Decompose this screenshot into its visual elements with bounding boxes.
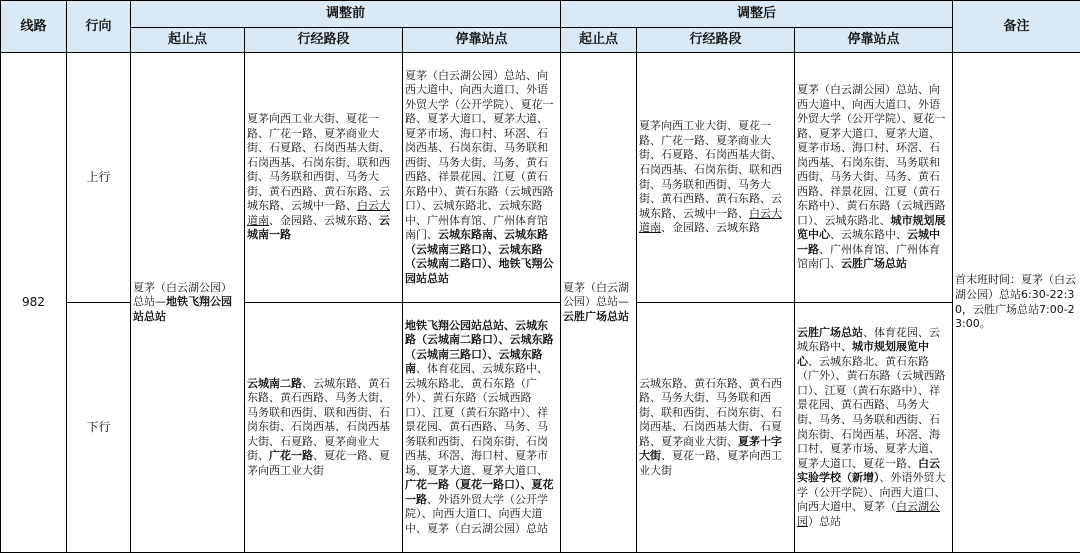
bold-segment: 地铁飞翔公园站总站、云城东路（云城南二路口）、云城东路（云城南三路口）、云城东路南	[405, 318, 554, 376]
text-segment: 白云大道南	[639, 206, 782, 235]
header-after: 调整后	[561, 1, 953, 28]
header-after-stops: 停靠站点	[795, 28, 953, 53]
down-before-stops	[403, 303, 561, 553]
bold-segment: 城市规划展览中心	[797, 340, 929, 368]
header-before: 调整前	[131, 1, 561, 28]
route-number: 982	[1, 53, 67, 553]
text-segment: 、夏花一路、夏茅向西工业大街	[639, 449, 782, 477]
text-segment: 、体育花园、云城东路中、云城东路北、黄石东路（广外）、黄石东路（云城西路口）、江夏（黄石东路中）、祥景花园、黄石西路、马务、马务联和西街、石岗东街、石岗西基、环滘、海口村、夏茅市场、夏茅大道、夏茅大道口、	[405, 362, 548, 477]
down-before-path	[245, 303, 403, 553]
bold-segment: 云胜广场总站	[797, 325, 863, 339]
after-start-end	[561, 53, 637, 553]
up-before-stops	[403, 53, 561, 303]
text-segment: 、广州体育馆、广州体育馆南门、	[797, 242, 940, 271]
text-segment: 夏茅（白云湖公园）总站、向西大道中、向西大道口、外语外贸大学（公开学院）、夏花一路、夏茅大道口、夏茅大道、夏茅市场、海口村、环滘、石岗西基、石岗东街、马务联和西街、马务大街、马务、黄石西路、祥景花园、江夏（黄石东路中）、黄石东路（云城西路口）、云城东路北、	[797, 83, 946, 227]
text-segment: 云城东路、黄石东路、黄石西路、马务大街、马务联和西街、联和西街、石岗东街、石岗西基、石岗西基大街、石夏路、夏茅商业大街、	[639, 376, 782, 448]
text-segment: 夏茅向西工业大街、夏花一路、广花一路、夏茅商业大街、石夏路、石岗西基大街、石岗西基、石岗东街、联和西街、马务联和西街、马务大街、黄石西路、黄石东路、云城东路、云城中一路、	[247, 112, 390, 213]
header-before-path: 行经路段	[245, 28, 403, 53]
text-segment: 夏茅（白云湖公园）总站—	[563, 280, 629, 309]
up-after-stops	[795, 53, 953, 303]
bold-segment: 云城南二路	[247, 376, 302, 390]
down-after-path	[637, 303, 795, 553]
text-segment: 、云城东路中、	[830, 228, 907, 242]
bold-segment: 城市规划展览中心	[797, 213, 946, 242]
text-segment: 夏茅向西工业大街、夏花一路、广花一路、夏茅商业大街、石夏路、石岗西基大街、石岗西基、石岗东街、联和西街、马务联和西街、马务大街、黄石西路、黄石东路、云城东路、云城中一路、	[639, 119, 782, 220]
text-segment: 白云湖公园	[797, 500, 940, 528]
text-segment: 、金园路、云城东路、	[269, 213, 379, 227]
header-route: 线路	[1, 1, 67, 53]
header-after-start-end: 起止点	[561, 28, 637, 53]
text-segment: 夏茅（白云湖公园）总站、向西大道中、向西大道口、外语外贸大学（公开学院）、夏花一路、夏茅大道口、夏茅大道、夏茅市场、海口村、环滘、石岗西基、石岗东街、马务联和西街、马务大街、马务、黄石西路、祥景花园、江夏（黄石东路中）、黄石东路（云城西路口）、云城东路北、云城东路中、广州体育馆、广州体育馆南门、	[405, 68, 554, 242]
bold-segment: 广花一路（夏花一路口）、夏花一路	[405, 478, 554, 506]
bold-segment: 夏茅十字大街	[639, 434, 782, 463]
direction-up: 上行	[67, 53, 131, 303]
direction-down: 下行	[67, 303, 131, 553]
text-segment: 白云大道南	[247, 199, 390, 227]
text-segment: 、外语外贸大学（公开学院）、向西大道口、向西大道中、夏茅（	[797, 471, 946, 514]
bold-segment: 云胜广场总站	[563, 309, 629, 323]
text-segment: 夏茅（白云湖公园）总站—	[133, 280, 232, 309]
remarks: 首末班时间：夏茅（白云湖公园）总站6:30-22:30，云胜广场总站7:00-23:00。	[953, 53, 1080, 553]
text-segment: 、夏花一路、夏茅向西工业大街	[247, 449, 390, 477]
bold-segment: 云城南一路	[247, 213, 390, 242]
header-before-start-end: 起止点	[131, 28, 245, 53]
bold-segment: 云胜广场总站	[841, 257, 907, 271]
text-segment: 、云城东路、黄石东路、黄石西路、马务大街、马务联和西街、联和西街、石岗东街、石岗西基、石岗西基大街、石夏路、夏茅商业大街、	[247, 376, 390, 463]
bold-segment: 云城中一路	[797, 228, 940, 256]
bold-segment: 地铁飞翔公园站总站	[133, 295, 232, 323]
text-segment: 、外语外贸大学（公开学院）、向西大道口、向西大道中、夏茅（白云湖公园）总站	[405, 492, 548, 535]
header-before-stops: 停靠站点	[403, 28, 561, 53]
down-after-stops	[795, 303, 953, 553]
text-segment: 、云城东路北、黄石东路（广外）、黄石东路（云城西路口）、江夏（黄石东路中）、祥景花园、黄石西路、马务大街、马务、马务联和西街、石岗东街、石岗西基、环滘、海口村、夏茅市场、夏茅大道、夏茅大道口、夏花一路、	[797, 354, 946, 470]
header-after-path: 行经路段	[637, 28, 795, 53]
bold-segment: 云城东路南、云城东路（云城南三路口）、云城东路（云城南二路口）、地铁飞翔公园站总站	[405, 228, 554, 285]
text-segment: ）总站	[808, 514, 841, 528]
text-segment: 、体育花园、云城东路中、	[797, 325, 940, 354]
table-row-up	[1, 53, 1080, 303]
bold-segment: 白云实验学校（新增）	[797, 456, 940, 485]
text-segment: 、金园路、云城东路	[661, 221, 760, 235]
up-after-path	[637, 53, 795, 303]
header-direction: 行向	[67, 1, 131, 53]
up-before-path	[245, 53, 403, 303]
header-remarks: 备注	[953, 1, 1080, 53]
bold-segment: 广花一路	[269, 449, 313, 463]
before-start-end	[131, 53, 245, 553]
